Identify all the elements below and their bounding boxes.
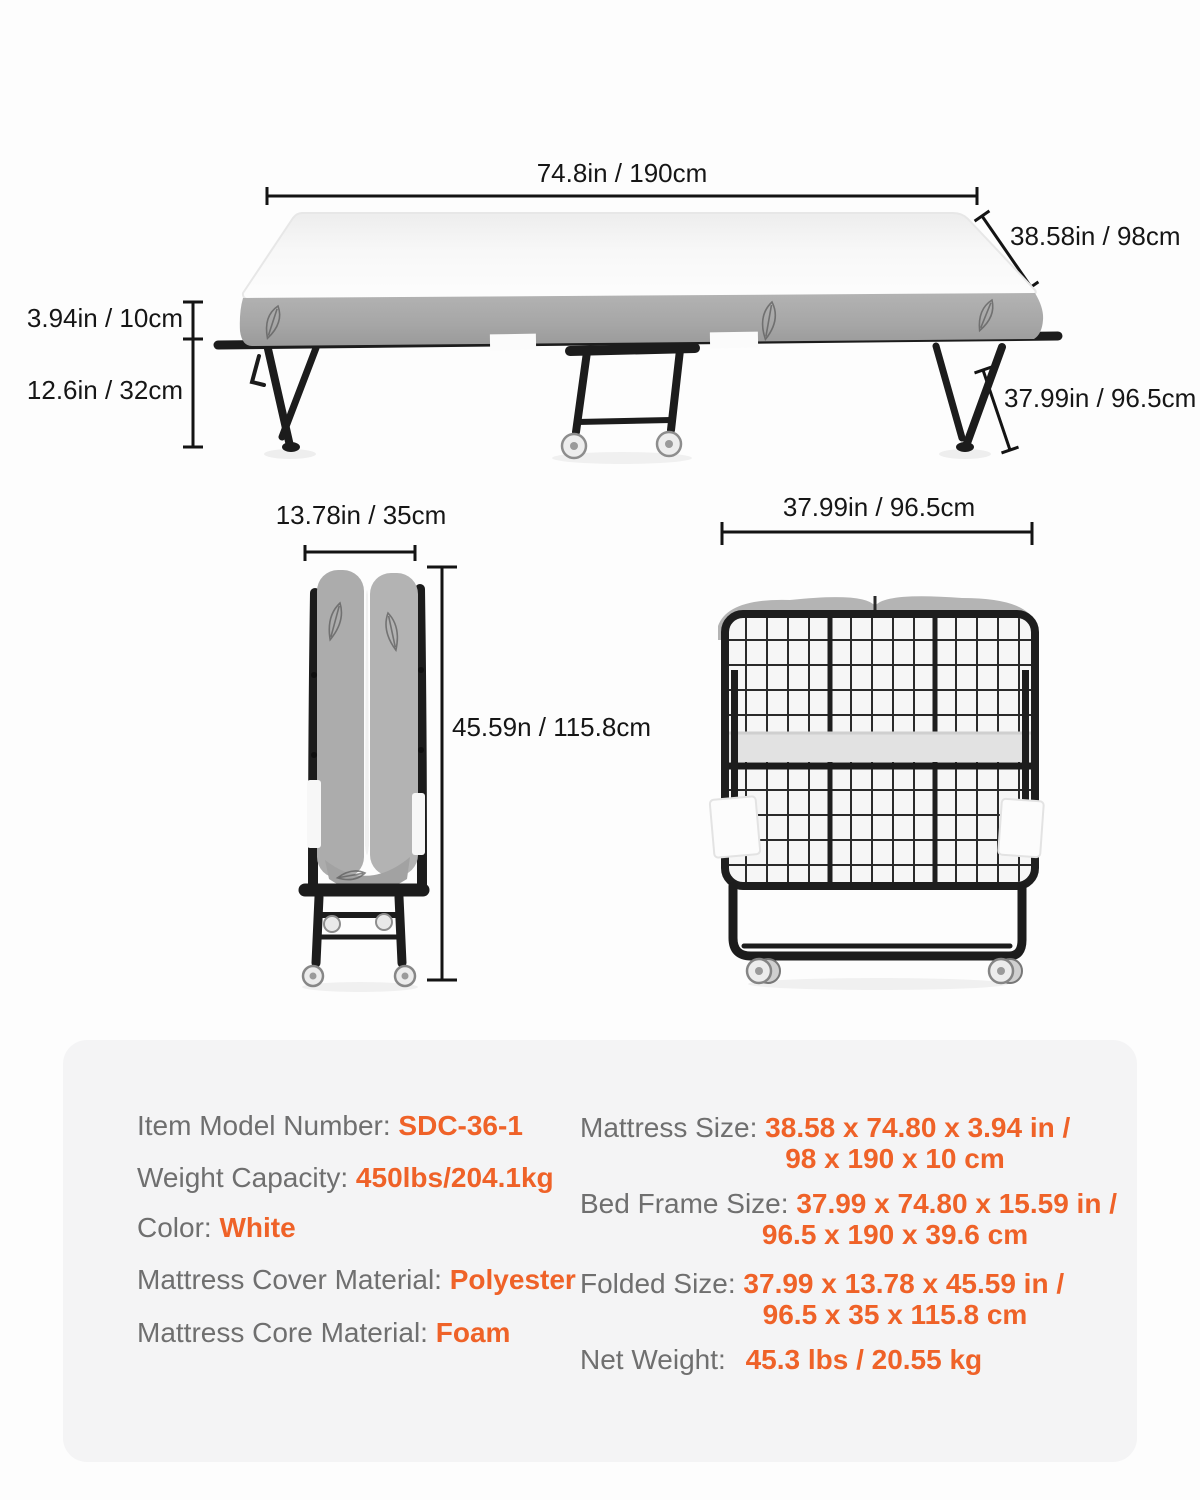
base-frame — [303, 890, 423, 986]
spec-row-folded-size — [580, 1268, 1064, 1330]
spec-label: Mattress Size: — [580, 1112, 766, 1143]
hinge-post — [731, 670, 738, 810]
spec-value: 37.99 x 74.80 x 15.59 in / — [796, 1188, 1117, 1219]
spec-value-line2: 96.5 x 190 x 39.6 cm — [761, 1219, 1029, 1250]
rolling-base — [733, 886, 1022, 983]
dim-line-folded-width — [305, 545, 415, 561]
mattress-side-face — [240, 293, 1043, 346]
spec-row-color — [137, 1212, 296, 1243]
folded-mattress-half — [370, 573, 418, 876]
open-bed-illustration — [150, 150, 1100, 465]
spec-label: Item Model Number: — [137, 1110, 399, 1141]
dim-label-frame-height: 12.6in / 32cm — [26, 375, 183, 405]
dim-label-open-width: 38.58in / 98cm — [1010, 221, 1181, 251]
spec-row-model — [137, 1110, 523, 1141]
dim-label-mattress-thickness: 3.94in / 10cm — [26, 303, 183, 333]
dim-label-open-depth: 37.99in / 96.5cm — [1004, 383, 1197, 413]
spec-row-cover-material — [137, 1264, 576, 1295]
dim-label-folded-width: 13.78in / 35cm — [275, 500, 447, 530]
dim-label-open-length: 74.8in / 190cm — [536, 158, 708, 188]
spec-label: Mattress Core Material: — [137, 1317, 436, 1348]
spec-box — [63, 1040, 1137, 1462]
mattress-strap — [412, 793, 425, 855]
caster-wheel — [324, 916, 340, 932]
mattress-top-face — [243, 213, 1036, 300]
hinge-post — [1022, 670, 1029, 810]
spec-row-net-weight — [580, 1344, 982, 1375]
spec-row-core-material — [137, 1317, 510, 1348]
folded-bed-side-illustration — [280, 545, 480, 995]
spec-value-line2: 96.5 x 35 x 115.8 cm — [762, 1299, 1028, 1330]
spec-value: 45.3 lbs / 20.55 kg — [745, 1344, 983, 1375]
left-folding-leg — [252, 348, 316, 452]
dim-line-heights — [183, 302, 203, 447]
center-support — [562, 348, 695, 458]
spec-label: Color: — [137, 1212, 220, 1243]
mattress-strap — [307, 780, 321, 848]
spec-label: Mattress Cover Material: — [137, 1264, 450, 1295]
spec-value: 38.58 x 74.80 x 3.94 in / — [765, 1112, 1071, 1143]
caster-wheel — [376, 914, 392, 930]
spec-value: Polyester — [449, 1264, 576, 1295]
spec-row-mattress-size — [580, 1112, 1070, 1174]
spec-label: Weight Capacity: — [137, 1162, 356, 1193]
spec-value-line2: 98 x 190 x 10 cm — [785, 1143, 1005, 1174]
spec-label: Net Weight: — [580, 1344, 734, 1375]
spec-value: SDC-36-1 — [398, 1110, 523, 1141]
mattress-fold-gap — [365, 590, 369, 855]
spec-label: Folded Size: — [580, 1268, 744, 1299]
mattress-strap — [710, 796, 761, 858]
folded-support-shelf — [726, 732, 1034, 762]
dim-line-length — [267, 187, 977, 205]
mattress-strap — [710, 332, 758, 349]
spec-value: Foam — [435, 1317, 511, 1348]
spec-row-bed-frame-size — [580, 1188, 1117, 1250]
shadow — [748, 978, 1008, 990]
spec-label: Bed Frame Size: — [580, 1188, 797, 1219]
mattress-strap — [998, 799, 1044, 858]
spec-value: 450lbs/204.1kg — [355, 1162, 554, 1193]
dim-line-folded-height — [427, 567, 457, 980]
dim-line-folded-front-width — [722, 522, 1032, 545]
spec-value: White — [219, 1212, 296, 1243]
spec-row-weight-capacity — [137, 1162, 554, 1193]
mattress-strap — [490, 334, 536, 351]
spec-value: 37.99 x 13.78 x 45.59 in / — [743, 1268, 1065, 1299]
folded-bed-front-illustration — [700, 500, 1050, 995]
dim-label-folded-front-width: 37.99in / 96.5cm — [782, 492, 976, 522]
dim-label-folded-height: 45.59n / 115.8cm — [452, 712, 651, 742]
